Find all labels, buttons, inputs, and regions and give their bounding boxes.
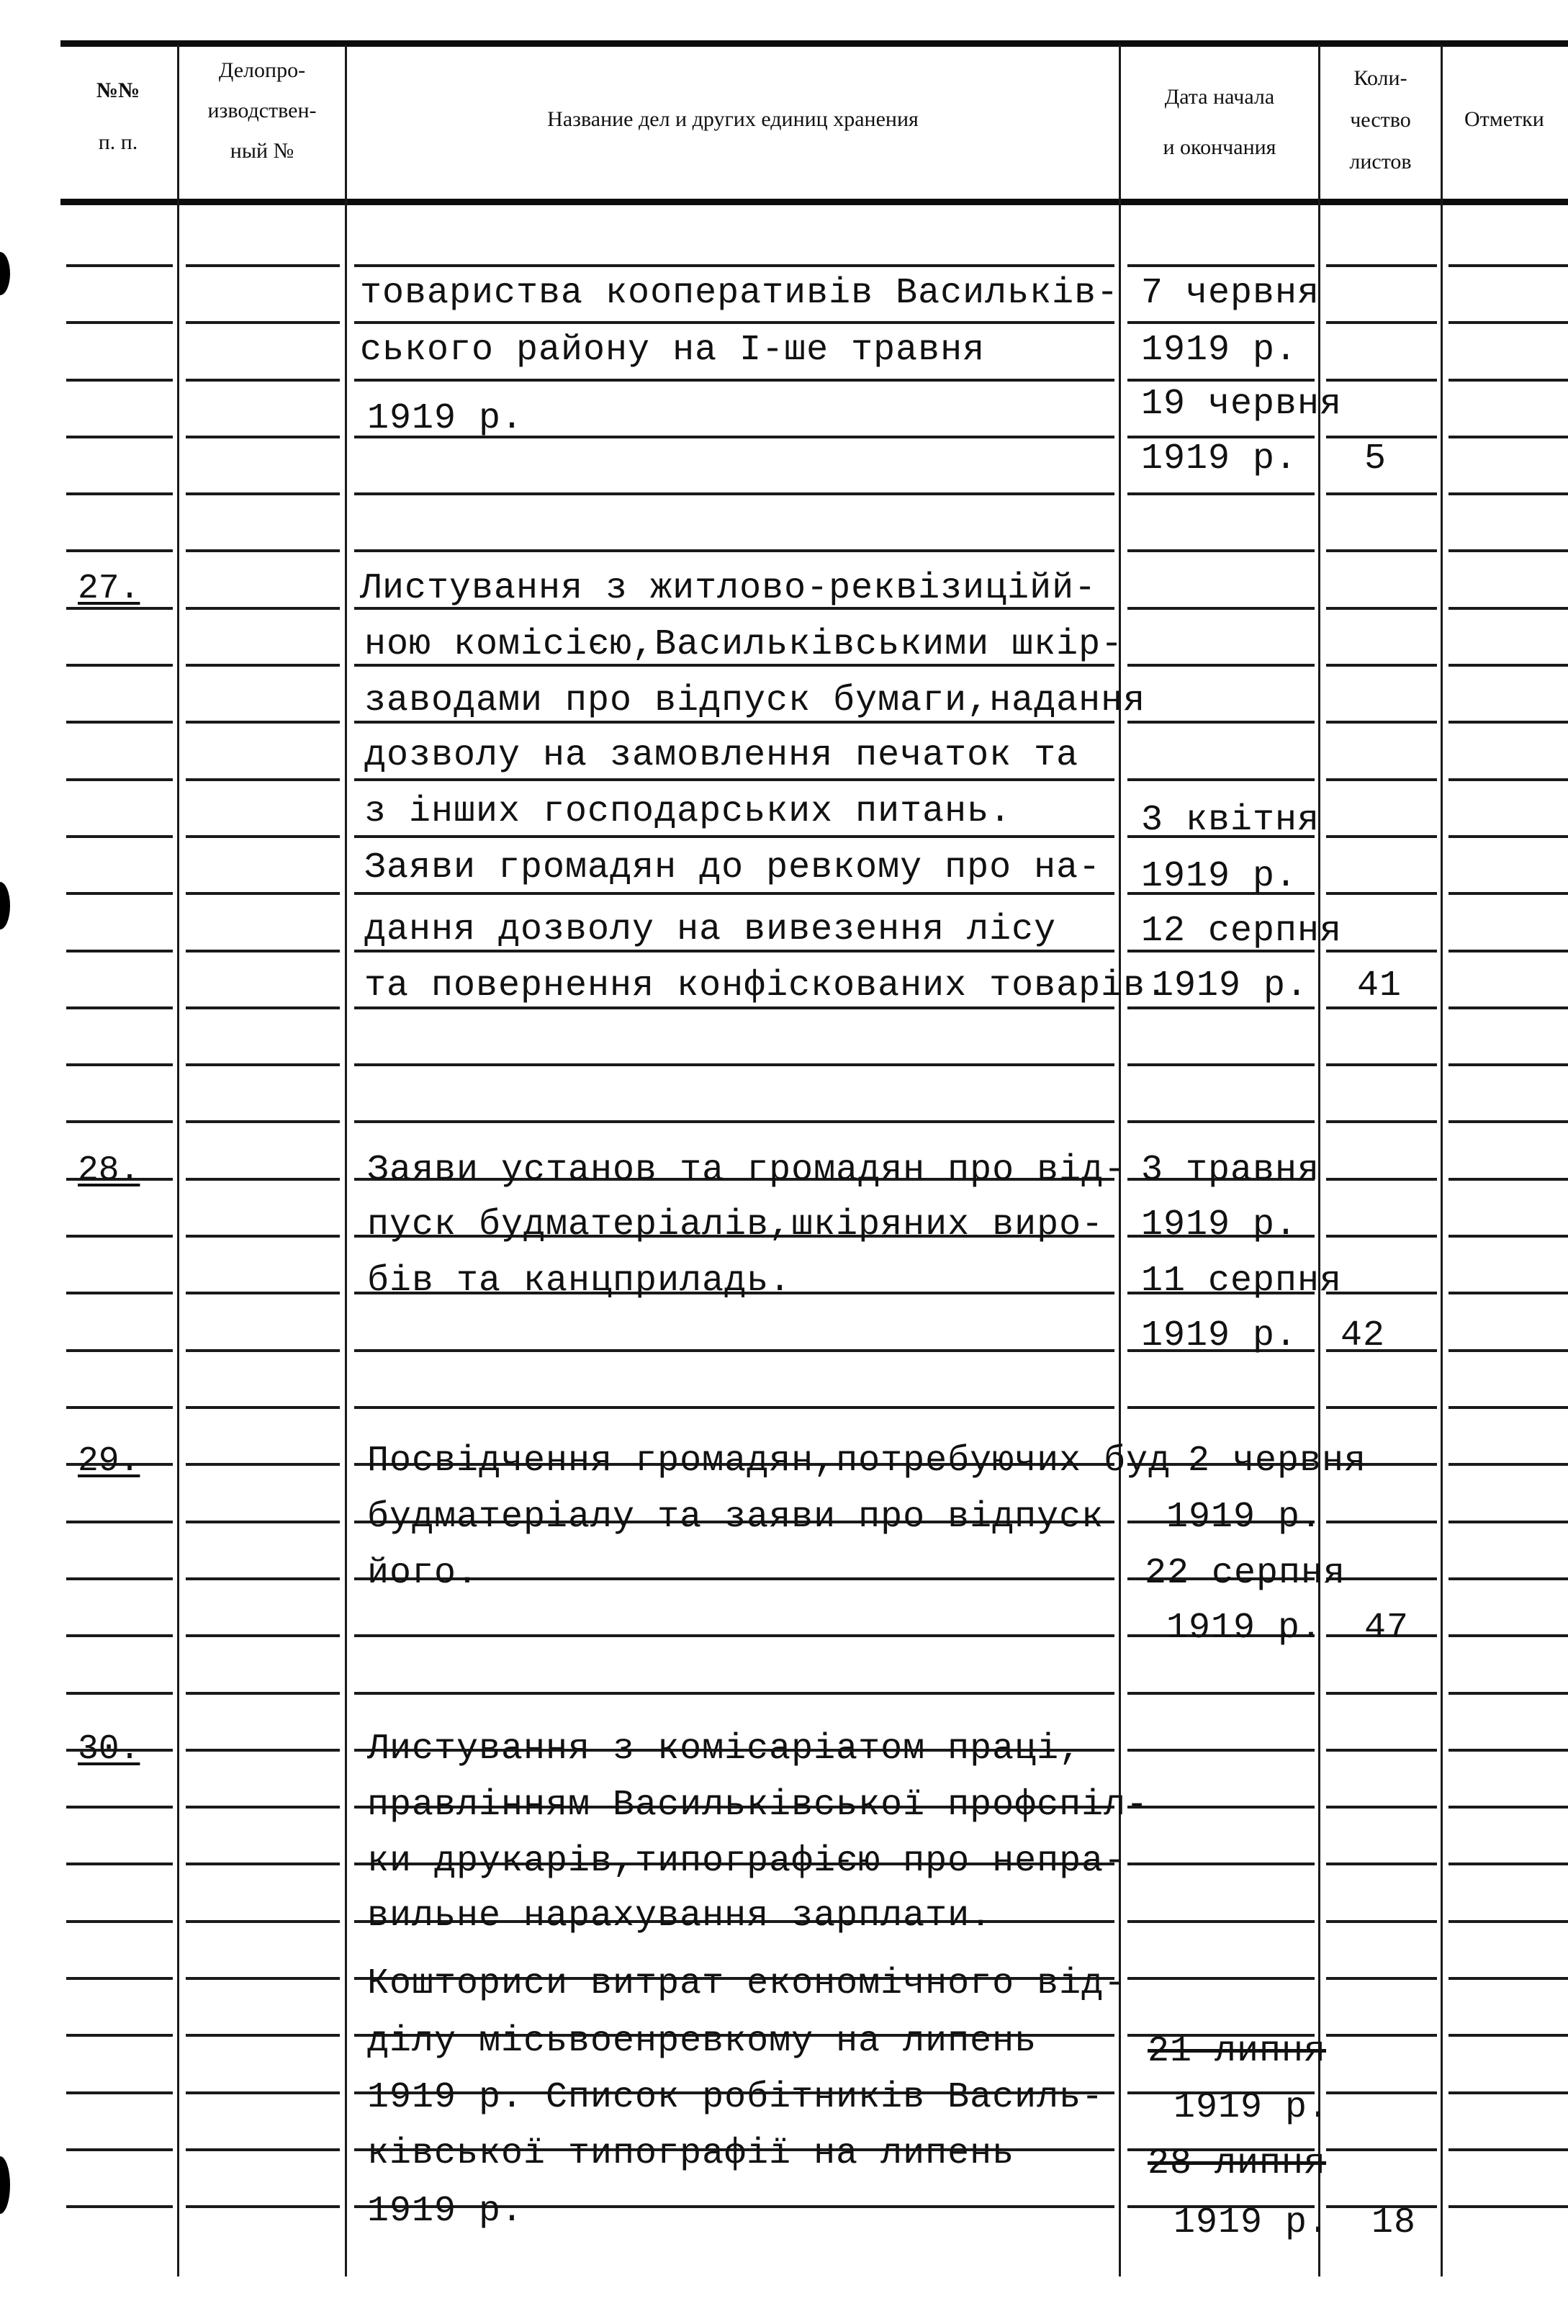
ruled-line: [1448, 1178, 1568, 1181]
ruled-line: [1127, 1977, 1315, 1980]
ruled-line: [186, 607, 340, 610]
ruled-line: [354, 379, 1114, 382]
ruled-line: [1448, 950, 1568, 952]
ruled-line: [66, 321, 173, 324]
ruled-line: [1448, 1634, 1568, 1637]
ruled-line: [1448, 2091, 1568, 2094]
entry-date-line: 1919 р.: [1141, 1204, 1298, 1246]
ruled-line: [354, 492, 1114, 495]
ruled-line: [1448, 1977, 1568, 1980]
entry-title-line: Кошториси витрат економічного від-: [367, 1963, 1127, 2004]
entry-date-line: 7 червня: [1141, 273, 1320, 314]
ruled-line: [66, 1920, 173, 1923]
ruled-line: [1326, 1120, 1437, 1123]
entry-title-line: вильне нарахування зарплати.: [367, 1896, 993, 1937]
ruled-line: [1127, 1120, 1315, 1123]
ruled-line: [1448, 492, 1568, 495]
header-col-office-line3: ный №: [230, 139, 294, 163]
ruled-line: [1326, 1063, 1437, 1066]
ruled-line: [1127, 721, 1315, 724]
ruled-line: [1127, 379, 1315, 382]
ruled-line: [186, 492, 340, 495]
ruled-line: [1326, 379, 1437, 382]
entry-number: 29.: [78, 1442, 140, 1481]
ruled-line: [66, 1977, 173, 1980]
ruled-line: [1127, 1406, 1315, 1409]
ruled-line: [186, 1292, 340, 1294]
ruled-line: [186, 1406, 340, 1409]
entry-sheets: 41: [1357, 965, 1402, 1006]
entry-sheets: 47: [1364, 1608, 1410, 1649]
ruled-line: [186, 1178, 340, 1181]
ruled-line: [1326, 1749, 1437, 1752]
ruled-line: [186, 2091, 340, 2094]
ruled-line: [186, 1521, 340, 1523]
ruled-line: [1448, 379, 1568, 382]
ruled-line: [1448, 1863, 1568, 1865]
ruled-line: [1326, 950, 1437, 952]
ruled-line: [1127, 1806, 1315, 1809]
ruled-line: [186, 264, 340, 267]
ruled-line: [1326, 1178, 1437, 1181]
ruled-line: [1326, 778, 1437, 781]
ruled-line: [1326, 2148, 1437, 2151]
ruled-line: [354, 1063, 1114, 1066]
ruled-line: [186, 1006, 340, 1009]
entry-date-line: 1919 р.: [1141, 1315, 1298, 1356]
ruled-line: [1326, 664, 1437, 667]
entry-title-line: 1919 р.: [367, 2191, 524, 2232]
ruled-line: [66, 892, 173, 895]
ruled-line: [66, 1806, 173, 1809]
entry-date-line: 28 липня: [1148, 2143, 1327, 2184]
entry-title-line: ною комісією,Васильківськими шкір-: [364, 624, 1124, 665]
entry-title-line: товариства кооперативів Васильків-: [360, 273, 1119, 314]
ruled-line: [186, 321, 340, 324]
ruled-line: [1448, 1063, 1568, 1066]
ruled-line: [186, 1349, 340, 1352]
ruled-line: [1127, 492, 1315, 495]
entry-sheets: 5: [1364, 438, 1387, 479]
ruled-line: [186, 1577, 340, 1580]
entry-date-line: 1919 р.: [1173, 2202, 1330, 2243]
column-divider-2: [345, 45, 347, 2276]
ruled-line: [186, 892, 340, 895]
ruled-line: [186, 2205, 340, 2208]
entry-title-line: з інших господарських питань.: [364, 791, 1012, 832]
entry-title-line: правлінням Васильківської профспіл-: [367, 1785, 1149, 1826]
ruled-line: [354, 1406, 1114, 1409]
ruled-line: [66, 379, 173, 382]
entry-sheets: 42: [1341, 1315, 1386, 1356]
ruled-line: [66, 2091, 173, 2094]
entry-date-line: 2 червня: [1188, 1441, 1367, 1482]
ruled-line: [1326, 2034, 1437, 2037]
entry-title-line: Посвідчення громадян,потребуючих буд: [367, 1441, 1171, 1482]
header-col-number-line2: п. п.: [98, 130, 138, 154]
ruled-line: [186, 1920, 340, 1923]
ruled-line: [1448, 892, 1568, 895]
ruled-line: [1326, 1235, 1437, 1238]
ruled-line: [66, 950, 173, 952]
ruled-line: [186, 1063, 340, 1066]
ruled-line: [186, 664, 340, 667]
header-col-office-number: [180, 50, 344, 171]
ruled-line: [1127, 549, 1315, 552]
ruled-line: [1448, 549, 1568, 552]
entry-title-line: будматеріалу та заяви про відпуск: [367, 1497, 1104, 1538]
ruled-line: [66, 2034, 173, 2037]
ruled-line: [66, 1692, 173, 1695]
entry-date-line: 1919 р.: [1141, 856, 1298, 897]
header-col-notes: Отметки: [1464, 107, 1544, 131]
ruled-line: [186, 1977, 340, 1980]
ruled-line: [1326, 721, 1437, 724]
ruled-line: [1127, 778, 1315, 781]
ruled-line: [66, 1577, 173, 1580]
ruled-line: [1448, 1406, 1568, 1409]
column-divider-5: [1441, 45, 1443, 2276]
header-bottom-rule: [60, 199, 1568, 205]
ruled-line: [1448, 721, 1568, 724]
ruled-line: [354, 264, 1114, 267]
ruled-line: [66, 1634, 173, 1637]
ruled-line: [186, 1692, 340, 1695]
entry-title-line: Листування з комісаріатом праці,: [367, 1729, 1082, 1770]
ruled-line: [66, 664, 173, 667]
entry-date-line: 21 липня: [1148, 2031, 1327, 2072]
ruled-line: [1326, 1806, 1437, 1809]
ruled-line: [354, 1120, 1114, 1123]
ruled-line: [1448, 1806, 1568, 1809]
ruled-line: [1448, 2034, 1568, 2037]
entry-title-line: Заяви установ та громадян про від-: [367, 1150, 1127, 1191]
entry-sheets: 18: [1371, 2202, 1417, 2243]
ruled-line: [1448, 1349, 1568, 1352]
ruled-line: [186, 2148, 340, 2151]
ruled-line: [66, 264, 173, 267]
ruled-line: [1326, 1692, 1437, 1695]
binding-hole-mark: [0, 2156, 10, 2214]
entry-title-line: дання дозволу на вивезення лісу: [364, 909, 1057, 950]
ruled-line: [1127, 264, 1315, 267]
entry-date-line: 1919 р.: [1141, 330, 1298, 371]
ruled-line: [354, 1692, 1114, 1695]
entry-title-line: заводами про відпуск бумаги,надання: [364, 680, 1146, 721]
ruled-line: [1326, 1920, 1437, 1923]
ruled-line: [66, 721, 173, 724]
ruled-line: [354, 778, 1114, 781]
ruled-line: [1448, 321, 1568, 324]
ruled-line: [186, 1863, 340, 1865]
ruled-line: [66, 1235, 173, 1238]
header-col-title: Название дел и других единиц хранения: [547, 107, 919, 131]
entry-title-line: 1919 р. Список робітників Василь-: [367, 2077, 1104, 2118]
ruled-line: [1448, 1235, 1568, 1238]
header-col-sheets-line3: листов: [1349, 150, 1412, 174]
entry-date-line: 3 квітня: [1141, 800, 1320, 841]
entry-title-line: та повернення конфіскованих товарів.: [364, 965, 1168, 1006]
ruled-line: [354, 321, 1114, 324]
ruled-line: [1127, 664, 1315, 667]
header-col-sheets-line2: чество: [1350, 108, 1411, 132]
ruled-line: [66, 492, 173, 495]
entry-number: 30.: [78, 1730, 140, 1769]
ruled-line: [66, 1863, 173, 1865]
ruled-line: [186, 436, 340, 438]
ruled-line: [66, 549, 173, 552]
ruled-line: [66, 1120, 173, 1123]
entry-date-line: 1919 р.: [1166, 1497, 1323, 1538]
ruled-line: [66, 1006, 173, 1009]
ruled-line: [1448, 607, 1568, 610]
entry-number: 27.: [78, 569, 140, 608]
ruled-line: [1127, 607, 1315, 610]
ruled-line: [186, 950, 340, 952]
binding-hole-mark: [0, 252, 10, 295]
entry-title-line: 1919 р.: [367, 398, 524, 439]
ruled-line: [1448, 1120, 1568, 1123]
ruled-line: [1127, 1863, 1315, 1865]
ruled-line: [1448, 778, 1568, 781]
ruled-line: [354, 1634, 1114, 1637]
entry-date-line: 3 травня: [1141, 1150, 1320, 1191]
ruled-line: [1326, 835, 1437, 838]
ruled-line: [1448, 664, 1568, 667]
header-col-sheets: [1320, 58, 1441, 183]
ruled-line: [1326, 1863, 1437, 1865]
ruled-line: [186, 721, 340, 724]
entry-date-line: 11 серпня: [1141, 1261, 1343, 1302]
ruled-line: [186, 379, 340, 382]
entry-title-line: Листування з житлово-реквізиційй-: [360, 568, 1097, 609]
ruled-line: [66, 436, 173, 438]
ruled-line: [186, 549, 340, 552]
ruled-line: [1448, 264, 1568, 267]
ruled-line: [1326, 549, 1437, 552]
header-col-dates-line2: и окончания: [1163, 135, 1276, 159]
ruled-line: [186, 1749, 340, 1752]
ruled-line: [1448, 835, 1568, 838]
ruled-line: [354, 1349, 1114, 1352]
ruled-line: [1448, 2205, 1568, 2208]
ruled-line: [66, 1292, 173, 1294]
header-col-number-line1: №№: [96, 78, 140, 102]
header-col-sheets-line1: Коли-: [1353, 66, 1407, 90]
ruled-line: [186, 778, 340, 781]
entry-date-line: 22 серпня: [1145, 1553, 1346, 1594]
ruled-line: [1448, 1521, 1568, 1523]
entry-title-line: ківської типографії на липень: [367, 2133, 1015, 2174]
ruled-line: [1448, 1006, 1568, 1009]
entry-title-line: Заяви громадян до ревкому про на-: [364, 847, 1101, 888]
entry-title-line: ки друкарів,типографією про непра-: [367, 1841, 1127, 1882]
ruled-line: [66, 1521, 173, 1523]
ruled-line: [1326, 1406, 1437, 1409]
ruled-line: [1448, 1692, 1568, 1695]
ruled-line: [186, 835, 340, 838]
ruled-line: [1448, 1749, 1568, 1752]
ruled-line: [1326, 1292, 1437, 1294]
ruled-line: [1326, 492, 1437, 495]
ruled-line: [1326, 607, 1437, 610]
entry-title-line: його.: [367, 1553, 479, 1594]
entry-number: 28.: [78, 1151, 140, 1190]
ruled-line: [66, 2148, 173, 2151]
ruled-line: [1326, 892, 1437, 895]
ruled-line: [186, 1463, 340, 1466]
ruled-line: [186, 1235, 340, 1238]
header-col-dates: [1121, 72, 1318, 173]
ruled-line: [1448, 1577, 1568, 1580]
entry-title-line: ділу місьвоенревкому на липень: [367, 2021, 1037, 2062]
header-col-number: [60, 72, 176, 161]
ruled-line: [66, 778, 173, 781]
entry-date-line: 1919 р.: [1173, 2087, 1330, 2128]
header-top-rule: [60, 40, 1568, 47]
ruled-line: [1448, 1920, 1568, 1923]
ruled-line: [354, 835, 1114, 838]
ruled-line: [66, 2205, 173, 2208]
entry-date-line: 1919 р.: [1141, 438, 1298, 479]
header-col-office-line1: Делопро-: [218, 58, 306, 82]
ruled-line: [186, 1120, 340, 1123]
ruled-line: [1448, 2148, 1568, 2151]
ruled-line: [1448, 436, 1568, 438]
ruled-line: [66, 1063, 173, 1066]
ruled-line: [186, 2034, 340, 2037]
ruled-line: [66, 1349, 173, 1352]
ruled-line: [186, 1806, 340, 1809]
entry-title-line: бів та канцприладь.: [367, 1261, 792, 1302]
ruled-line: [1127, 1692, 1315, 1695]
entry-date-line: 1919 р.: [1166, 1608, 1323, 1649]
ruled-line: [66, 835, 173, 838]
ruled-line: [1127, 1063, 1315, 1066]
entry-title-line: дозволу на замовлення печаток та: [364, 735, 1079, 776]
entry-title-line: ського району на І-ше травня: [360, 330, 986, 371]
ruled-line: [1326, 1521, 1437, 1523]
entry-date-line: 1919 р.: [1152, 965, 1309, 1006]
ruled-line: [1326, 264, 1437, 267]
ruled-line: [1127, 1920, 1315, 1923]
ruled-line: [1127, 1749, 1315, 1752]
ruled-line: [1448, 1463, 1568, 1466]
ruled-line: [354, 549, 1114, 552]
entry-date-line: 12 серпня: [1141, 911, 1343, 952]
entry-title-line: пуск будматеріалів,шкіряних виро-: [367, 1204, 1104, 1246]
ruled-line: [1326, 1977, 1437, 1980]
ruled-line: [186, 1634, 340, 1637]
header-col-office-line2: изводствен-: [207, 99, 317, 122]
header-col-dates-line1: Дата начала: [1164, 85, 1275, 109]
ruled-line: [354, 892, 1114, 895]
entry-date-line: 19 червня: [1141, 384, 1343, 425]
ruled-line: [1326, 2091, 1437, 2094]
ruled-line: [66, 1406, 173, 1409]
ruled-line: [1127, 321, 1315, 324]
ruled-line: [1448, 1292, 1568, 1294]
ruled-line: [1326, 321, 1437, 324]
binding-hole-mark: [0, 882, 10, 929]
column-divider-1: [177, 45, 179, 2276]
